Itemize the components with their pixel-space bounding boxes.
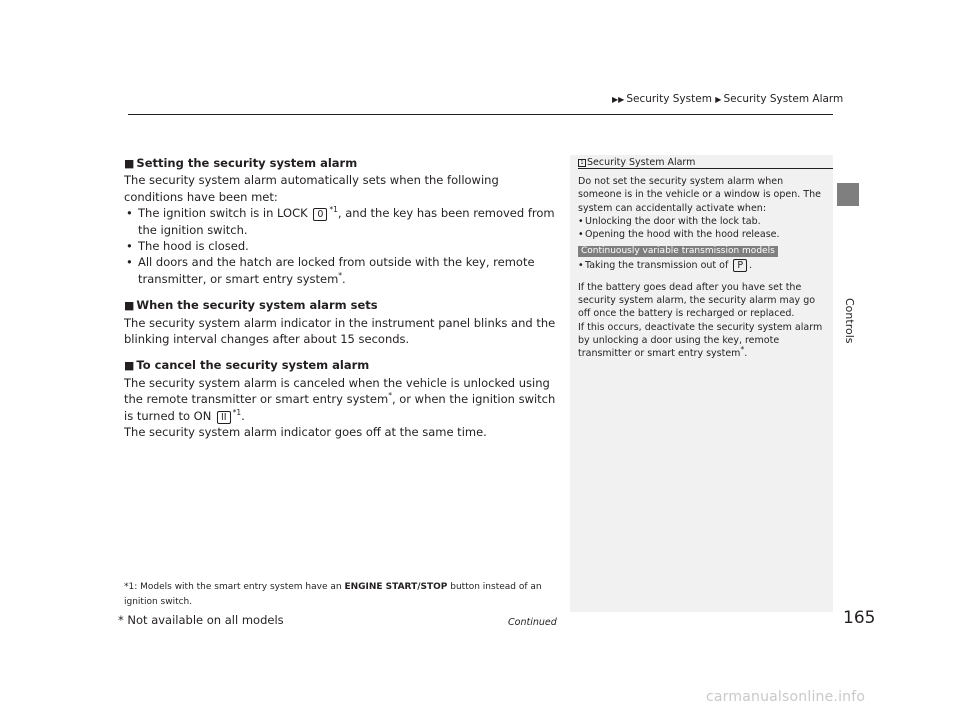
side-note-divider	[578, 168, 833, 169]
side-note-body	[578, 175, 828, 361]
breadcrumb-item-security-system: Security System	[626, 93, 712, 105]
list-item: • Taking the transmission out of P .	[578, 259, 828, 272]
section-label-controls: Controls	[843, 298, 856, 344]
section-intro: The security system alarm automatically sets when the following conditions have been met:	[124, 173, 499, 204]
not-available-note: * Not available on all models	[118, 613, 284, 627]
note-paragraph: If this occurs, deactivate the security system alarm by unlocking a door using the key, remote transmitter or smart entry system*.	[578, 321, 823, 360]
list-item: • Unlocking the door with the lock tab.	[578, 215, 828, 228]
breadcrumb-arrow-icon: ▶▶	[612, 95, 625, 104]
header-divider	[128, 114, 833, 115]
square-bullet-icon: ■	[124, 299, 135, 313]
key-position-p: P	[733, 259, 747, 272]
section-heading-cancel: ■ To cancel the security system alarm	[124, 358, 370, 373]
list-item: • The hood is closed.	[124, 238, 559, 254]
section-body: The security system alarm indicator goes off at the same time.	[124, 425, 487, 440]
section-heading-alarm-sets: ■ When the security system alarm sets	[124, 298, 378, 313]
main-content	[124, 155, 559, 441]
breadcrumb	[612, 93, 843, 105]
footnote: *1: Models with the smart entry system have an ENGINE START/STOP button instead of an ignition switch.	[124, 582, 542, 607]
section-heading-setting: ■ Setting the security system alarm	[124, 156, 358, 170]
square-bullet-icon: ■	[124, 157, 135, 170]
list-item: • All doors and the hatch are locked from outside with the key, remote transmitter, or smart entry system*.	[124, 254, 559, 287]
note-paragraph: If the battery goes dead after you have set the security system alarm, the security alarm may go off once the battery is recharged or replaced.	[578, 281, 816, 320]
square-bullet-icon: ■	[124, 359, 135, 373]
list-item: • Opening the hood with the hood release.	[578, 228, 828, 241]
breadcrumb-arrow-icon: ▶	[715, 95, 722, 104]
section-tab-marker	[837, 183, 859, 206]
key-position-ii: II	[217, 411, 231, 424]
conditions-list	[124, 205, 559, 287]
continued-label: Continued	[508, 617, 557, 628]
side-note-title: 1 Security System Alarm	[578, 157, 695, 168]
note-intro: Do not set the security system alarm when someone is in the vehicle or a window is open. The system can accidentally activate when:	[578, 176, 821, 214]
model-tag: Continuously variable transmission models	[578, 246, 778, 257]
note-marker-icon: 1	[578, 159, 586, 167]
page-number: 165	[843, 608, 876, 628]
note-list	[578, 259, 828, 272]
breadcrumb-item-security-system-alarm: Security System Alarm	[723, 93, 844, 105]
watermark: carmanualsonline.info	[706, 689, 866, 705]
key-position-0: 0	[313, 208, 327, 221]
section-body: The security system alarm indicator in the instrument panel blinks and the blinking interval changes after about 15 seconds.	[124, 315, 556, 347]
list-item: • The ignition switch is in LOCK 0 $^{*1}$, and the key has been removed from the ignition switch.	[124, 205, 559, 238]
section-body: The security system alarm is canceled when the vehicle is unlocked using the remote transmitter or smart entry system*, or when the ignition switch is turned to ON II $^{*1}$.	[124, 375, 556, 423]
note-list	[578, 215, 828, 242]
